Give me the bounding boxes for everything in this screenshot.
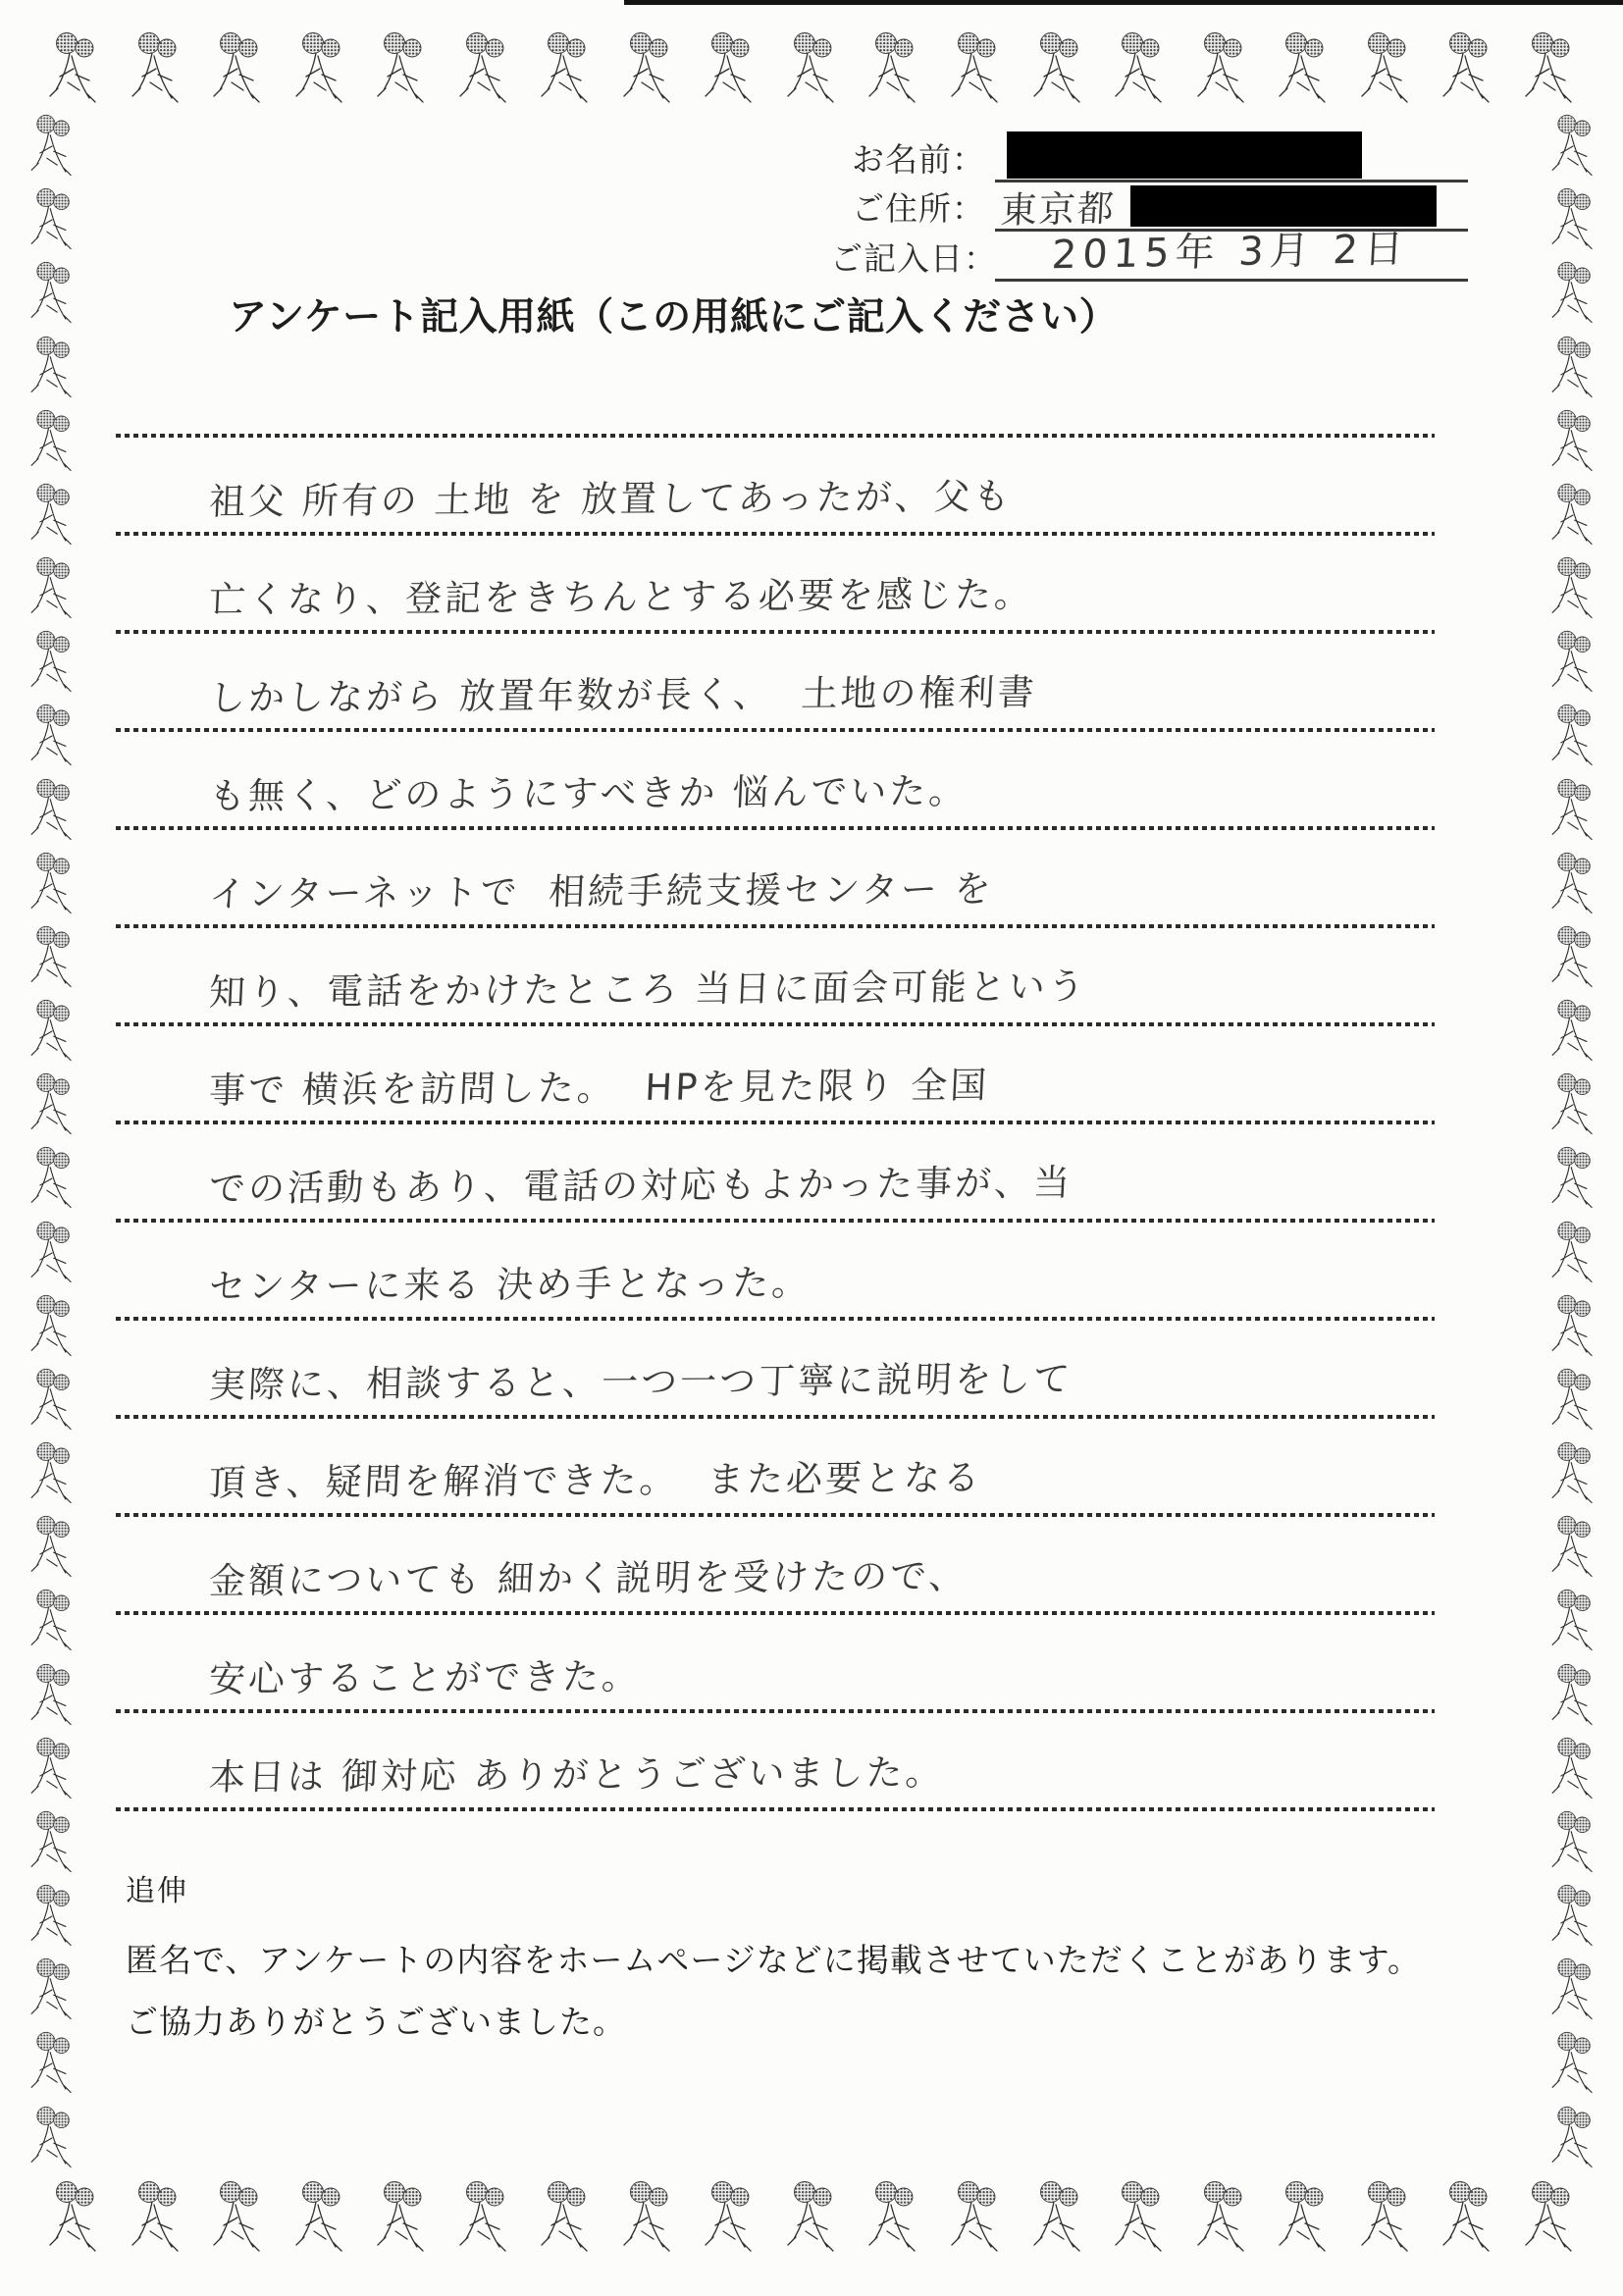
flower-sprig-icon	[1193, 31, 1250, 106]
flower-sprig-icon	[26, 1884, 79, 1949]
flower-sprig-icon	[619, 31, 676, 106]
flower-sprig-icon	[26, 483, 79, 548]
flower-sprig-icon	[26, 261, 79, 326]
flower-sprig-icon	[1546, 1663, 1599, 1728]
flower-sprig-icon	[26, 1737, 79, 1801]
flower-sprig-icon	[1546, 1294, 1599, 1359]
flower-sprig-icon	[1546, 261, 1599, 326]
flower-sprig-icon	[26, 114, 79, 179]
address-field-label: ご住所：	[852, 192, 985, 228]
date-field-underline	[995, 226, 1468, 282]
flower-sprig-icon	[26, 1368, 79, 1433]
line-row	[116, 1713, 1435, 1807]
flower-sprig-icon	[1546, 1146, 1599, 1211]
handwritten-line: 祖父 所有の 土地 を 放置してあったが、父も	[208, 475, 1014, 523]
flower-sprig-icon	[1546, 2106, 1599, 2170]
flower-sprig-icon	[1546, 999, 1599, 1064]
line-row	[116, 830, 1435, 924]
handwritten-line: しかしながら 放置年数が長く、 土地の権利書	[208, 671, 1038, 719]
flower-sprig-icon	[26, 1221, 79, 1285]
flower-sprig-icon	[701, 31, 758, 106]
flower-sprig-icon	[26, 704, 79, 768]
border-bottom-ornaments	[45, 2180, 1578, 2255]
footer-note-2: ご協力ありがとうございました。	[126, 2006, 626, 2041]
line-row	[116, 634, 1435, 728]
flower-sprig-icon	[26, 1810, 79, 1875]
flower-sprig-icon	[1546, 1957, 1599, 2022]
flower-sprig-icon	[1546, 2031, 1599, 2096]
flower-sprig-icon	[864, 2180, 921, 2255]
header-fields	[830, 126, 1468, 282]
flower-sprig-icon	[1111, 31, 1168, 106]
flower-sprig-icon	[373, 2180, 430, 2255]
flower-sprig-icon	[291, 31, 348, 106]
flower-sprig-icon	[1546, 1221, 1599, 1285]
handwritten-line: 安心することができた。	[208, 1654, 643, 1700]
flower-sprig-icon	[1439, 31, 1495, 106]
name-field-label: お名前：	[852, 143, 985, 179]
line-row	[116, 1517, 1435, 1611]
handwritten-line: インターネットで 相続手続支援センター を	[208, 867, 995, 915]
line-row	[116, 1026, 1435, 1121]
flower-sprig-icon	[291, 2180, 348, 2255]
flower-sprig-icon	[1546, 409, 1599, 474]
date-field-row	[830, 226, 1468, 282]
handwritten-line: 事で 横浜を訪問した。 HPを見た限り 全国	[208, 1064, 991, 1112]
questionnaire-lines	[116, 434, 1435, 1811]
footer-note-1: 匿名で、アンケートの内容をホームページなどに掲載させていただくことがあります。	[126, 1944, 1422, 1979]
flower-sprig-icon	[26, 1515, 79, 1580]
flower-sprig-icon	[1546, 852, 1599, 916]
flower-sprig-icon	[128, 31, 184, 106]
flower-sprig-icon	[1546, 114, 1599, 179]
flower-sprig-icon	[1029, 2180, 1086, 2255]
flower-sprig-icon	[209, 2180, 266, 2255]
flower-sprig-icon	[26, 187, 79, 252]
handwritten-line: センターに来る 決め手となった。	[208, 1261, 812, 1308]
flower-sprig-icon	[619, 2180, 676, 2255]
flower-sprig-icon	[26, 852, 79, 916]
flower-sprig-icon	[1357, 2180, 1414, 2255]
date-handwritten-value: 2015年 3月 2日	[1050, 226, 1411, 279]
flower-sprig-icon	[1439, 2180, 1495, 2255]
postscript-label: 追伸	[126, 1875, 188, 1907]
flower-sprig-icon	[1521, 2180, 1578, 2255]
flower-sprig-icon	[537, 31, 594, 106]
flower-sprig-icon	[1546, 187, 1599, 252]
flower-sprig-icon	[26, 2031, 79, 2096]
flower-sprig-icon	[1275, 31, 1332, 106]
handwritten-line: 知り、電話をかけたところ 当日に面会可能という	[208, 965, 1088, 1014]
flower-sprig-icon	[26, 409, 79, 474]
flower-sprig-icon	[26, 556, 79, 621]
flower-sprig-icon	[26, 999, 79, 1064]
handwritten-line: 本日は 御対応 ありがとうございました。	[208, 1750, 946, 1799]
flower-sprig-icon	[26, 778, 79, 843]
line-row	[116, 536, 1435, 630]
flower-sprig-icon	[26, 336, 79, 400]
line-row	[116, 928, 1435, 1022]
flower-sprig-icon	[1546, 1072, 1599, 1137]
flower-sprig-icon	[26, 1663, 79, 1728]
flower-sprig-icon	[209, 31, 266, 106]
redaction-bar	[1007, 131, 1362, 179]
flower-sprig-icon	[128, 2180, 184, 2255]
flower-sprig-icon	[373, 31, 430, 106]
flower-sprig-icon	[455, 2180, 512, 2255]
border-left-ornaments	[26, 114, 79, 2170]
flower-sprig-icon	[455, 31, 512, 106]
scan-artifact-line	[624, 0, 1623, 5]
flower-sprig-icon	[1193, 2180, 1250, 2255]
handwritten-line: 実際に、相談すると、一つ一つ丁寧に説明をして	[208, 1357, 1074, 1406]
flower-sprig-icon	[26, 1072, 79, 1137]
handwritten-line: での活動もあり、電話の対応もよかった事が、当	[208, 1161, 1074, 1210]
flower-sprig-icon	[947, 31, 1004, 106]
flower-sprig-icon	[1546, 336, 1599, 400]
flower-sprig-icon	[783, 2180, 840, 2255]
flower-sprig-icon	[1546, 778, 1599, 843]
line-row	[116, 1321, 1435, 1415]
flower-sprig-icon	[1546, 1368, 1599, 1433]
flower-sprig-icon	[1546, 1441, 1599, 1506]
flower-sprig-icon	[1357, 31, 1414, 106]
handwritten-line: も無く、どのようにすべきか 悩んでいた。	[208, 769, 969, 817]
border-right-ornaments	[1546, 114, 1599, 2170]
flower-sprig-icon	[1521, 31, 1578, 106]
flower-sprig-icon	[1546, 1589, 1599, 1653]
line-row	[116, 732, 1435, 826]
handwritten-line: 亡くなり、登記をきちんとする必要を感じた。	[208, 573, 1035, 621]
flower-sprig-icon	[26, 1146, 79, 1211]
line-row	[116, 1124, 1435, 1219]
line-row	[116, 1615, 1435, 1709]
footer	[126, 1866, 1421, 2043]
flower-sprig-icon	[26, 1957, 79, 2022]
name-field-row	[830, 126, 1468, 183]
flower-sprig-icon	[1546, 483, 1599, 548]
flower-sprig-icon	[537, 2180, 594, 2255]
flower-sprig-icon	[701, 2180, 758, 2255]
flower-sprig-icon	[26, 1441, 79, 1506]
flower-sprig-icon	[1546, 925, 1599, 990]
flower-sprig-icon	[1546, 1884, 1599, 1949]
flower-sprig-icon	[26, 1294, 79, 1359]
flower-sprig-icon	[26, 630, 79, 695]
flower-sprig-icon	[1546, 630, 1599, 695]
flower-sprig-icon	[1275, 2180, 1332, 2255]
flower-sprig-icon	[45, 2180, 102, 2255]
flower-sprig-icon	[1546, 704, 1599, 768]
flower-sprig-icon	[1546, 1515, 1599, 1580]
flower-sprig-icon	[45, 31, 102, 106]
flower-sprig-icon	[1546, 556, 1599, 621]
line-row	[116, 1419, 1435, 1513]
flower-sprig-icon	[947, 2180, 1004, 2255]
flower-sprig-icon	[864, 31, 921, 106]
page-title: アンケート記入用紙（この用紙にご記入ください）	[229, 296, 1119, 339]
name-field-underline	[995, 123, 1468, 183]
handwritten-line: 頂き、疑問を解消できた。 また必要となる	[208, 1456, 984, 1504]
flower-sprig-icon	[26, 925, 79, 990]
flower-sprig-icon	[1111, 2180, 1168, 2255]
flower-sprig-icon	[26, 1589, 79, 1653]
flower-sprig-icon	[1546, 1810, 1599, 1875]
handwritten-line: 金額についても 細かく説明を受けたので、	[208, 1554, 969, 1602]
flower-sprig-icon	[783, 31, 840, 106]
border-top-ornaments	[45, 31, 1578, 106]
flower-sprig-icon	[26, 2106, 79, 2170]
line-row	[116, 1223, 1435, 1317]
line-row	[116, 438, 1435, 532]
flower-sprig-icon	[1029, 31, 1086, 106]
dotted-rule	[116, 1807, 1435, 1811]
date-field-label: ご記入日：	[830, 242, 997, 278]
address-handwritten-value: 東京都	[999, 186, 1117, 233]
flower-sprig-icon	[1546, 1737, 1599, 1801]
